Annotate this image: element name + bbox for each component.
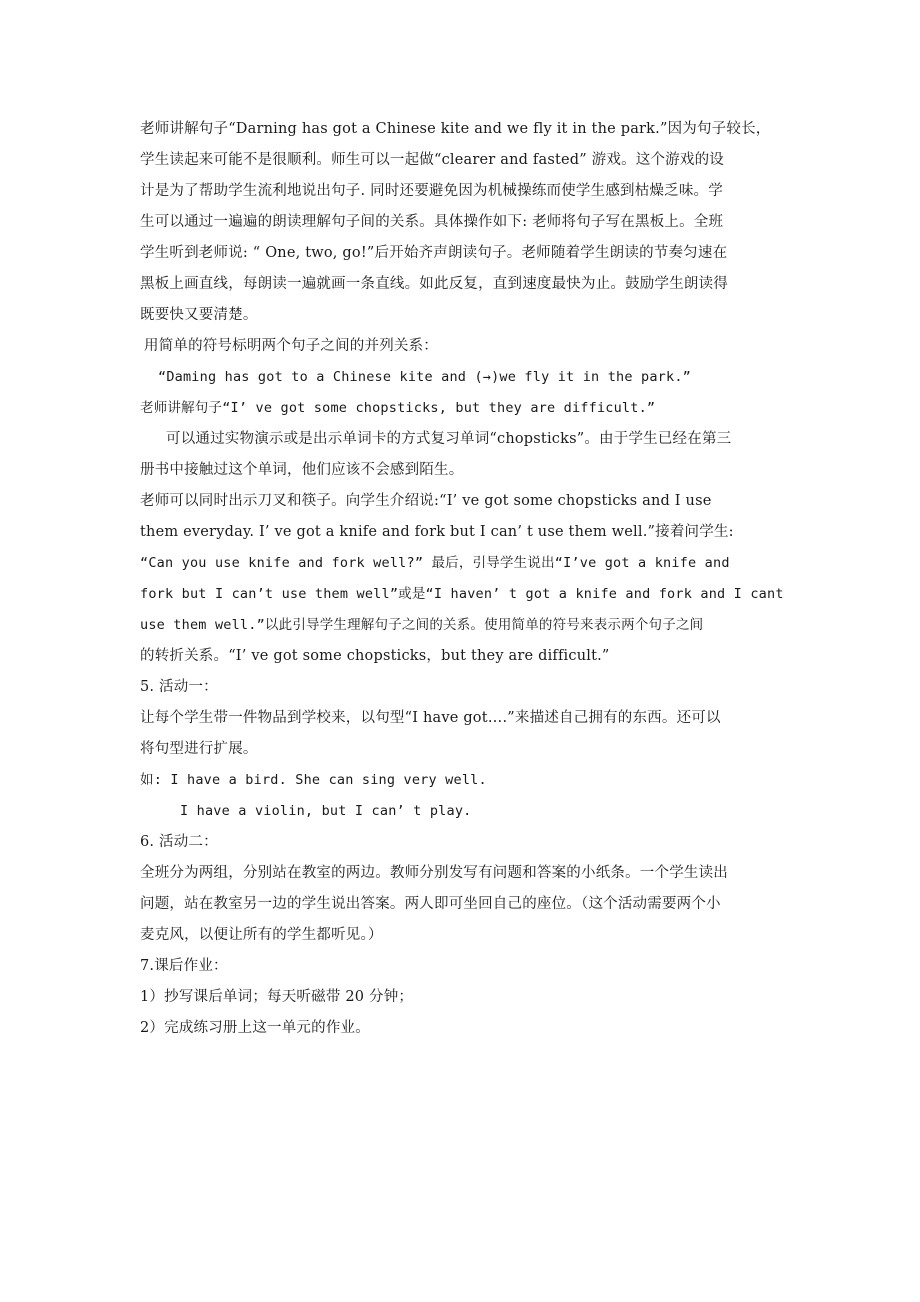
paragraph-line: 全班分为两组，分别站在教室的两边。教师分别发写有问题和答案的小纸条。一个学生读出 xyxy=(140,865,728,881)
paragraph-line: 学生听到老师说: “ One, two, go!”后开始齐声朗读句子。老师随着学生朗读的节奏匀速在 xyxy=(140,245,728,261)
section-heading: 6. 活动二： xyxy=(140,834,218,850)
paragraph-line: use them well.”以此引导学生理解句子之间的关系。使用简单的符号来表示两个句子之间 xyxy=(140,617,704,633)
paragraph-line: 麦克风，以便让所有的学生都听见。） xyxy=(140,927,383,943)
paragraph-line: 既要快又要清楚。 xyxy=(140,307,258,323)
paragraph-line: 问题，站在教室另一边的学生说出答案。两人即可坐回自己的座位。（这个活动需要两个小 xyxy=(140,896,721,912)
example-sentence: I have a violin, but I can’ t play. xyxy=(180,803,472,819)
document-body xyxy=(140,114,785,1044)
paragraph-line: 让每个学生带一件物品到学校来，以句型“I have got….”来描述自己拥有的东西。还可以 xyxy=(140,710,721,726)
paragraph-line: 将句型进行扩展。 xyxy=(140,741,258,757)
paragraph-line: 计是为了帮助学生流利地说出句子. 同时还要避免因为机械操练而使学生感到枯燥乏味。学 xyxy=(140,183,723,199)
paragraph-line: “Can you use knife and fork well?” 最后，引导学生说出“I’ve got a knife and xyxy=(140,555,730,571)
paragraph-line: 老师讲解句子“Darning has got a Chinese kite and we fly it in the park.”因为句子较长， xyxy=(140,121,771,137)
paragraph-line: 用简单的符号标明两个句子之间的并列关系： xyxy=(144,338,438,354)
example-sentence: 如: I have a bird. She can sing very well. xyxy=(140,772,487,788)
homework-item: 1）抄写课后单词；每天听磁带 20 分钟； xyxy=(140,989,414,1005)
paragraph-line: 的转折关系。“I’ ve got some chopsticks，but they are difficult.” xyxy=(140,648,610,664)
section-heading: 5. 活动一： xyxy=(140,679,218,695)
paragraph-line: 黑板上画直线，每朗读一遍就画一条直线。如此反复，直到速度最快为止。鼓励学生朗读得 xyxy=(140,276,728,292)
paragraph-line: them everyday. I’ ve got a knife and fork but I can’ t use them well.”接着问学生: xyxy=(140,524,734,540)
section-heading: 7.课后作业： xyxy=(140,958,228,974)
example-sentence: “Daming has got to a Chinese kite and (→)we fly it in the park.” xyxy=(158,369,691,385)
paragraph-line: fork but I can’t use them well”或是“I haven’ t got a knife and fork and I cant xyxy=(140,586,784,602)
homework-item: 2）完成练习册上这一单元的作业。 xyxy=(140,1020,370,1036)
paragraph-line: 老师可以同时出示刀叉和筷子。向学生介绍说:“I’ ve got some chopsticks and I use xyxy=(140,493,712,509)
paragraph-line: 老师讲解句子“I’ ve got some chopsticks, but they are difficult.” xyxy=(140,400,656,416)
paragraph-line: 学生读起来可能不是很顺利。师生可以一起做“clearer and fasted” 游戏。这个游戏的设 xyxy=(140,152,724,168)
paragraph-line: 生可以通过一遍遍的朗读理解句子间的关系。具体操作如下: 老师将句子写在黑板上。全班 xyxy=(140,214,724,230)
paragraph-line: 册书中接触过这个单词，他们应该不会感到陌生。 xyxy=(140,462,464,478)
paragraph-line: 可以通过实物演示或是出示单词卡的方式复习单词“chopsticks”。由于学生已经在第三 xyxy=(166,431,732,447)
